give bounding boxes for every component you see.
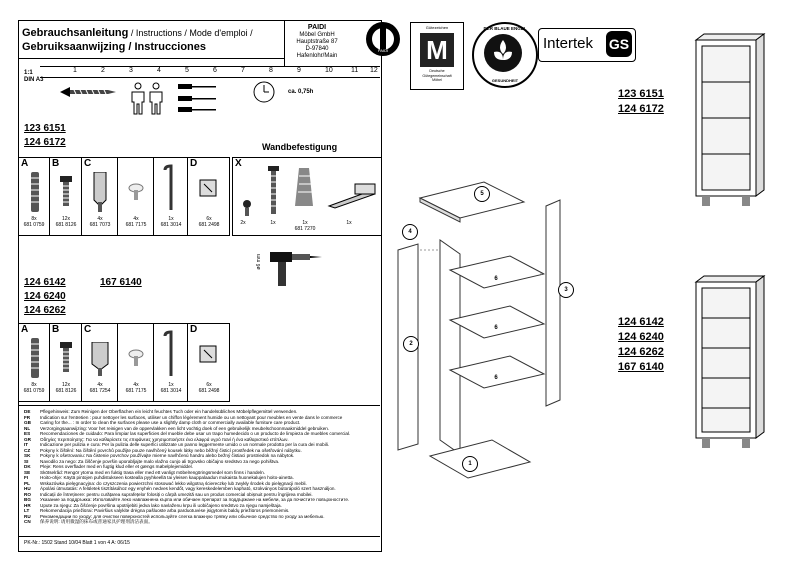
language-code: PL <box>24 480 30 486</box>
care-instruction-row <box>24 519 380 525</box>
bottom-panel <box>430 440 530 478</box>
fitting-cell: 4x 681 7175 <box>117 158 154 235</box>
right-side-panel <box>546 200 560 406</box>
fitting-cell: C 4x 681 7073 <box>81 158 118 235</box>
language-text: Navodilo za nego: Za čiščenje površin uporabljajte malo vlažno cunjo ali trgovsko običajno sredstvo za nego pohištva. <box>40 458 280 464</box>
fitting-cell: 4x 681 7175 <box>117 324 154 401</box>
language-code: GB <box>24 420 31 425</box>
language-code: ES <box>24 431 31 436</box>
article-number: 123 6151 <box>24 123 66 134</box>
article-number: 167 6140 <box>618 361 664 373</box>
article-number: 167 6140 <box>100 277 142 288</box>
tall-shelf-illustration-small <box>692 32 772 208</box>
part-number-badge: 6 <box>494 325 498 331</box>
language-text: Pokyny k čištění: Na čištění povrchů použijte pouze navlhčený kousek látky nebo běžný čisticí prostředek na ošetřování nábytku. <box>40 447 302 453</box>
language-text: Rekomendacija priežiūrai: Paviršius valykite drėgna pašluoste arba parduotuvėse įsigytomis baldų priežiūros priemonėmis. <box>40 508 290 513</box>
language-code: HR <box>24 502 31 508</box>
language-text: Οδηγίες περιποίησης: Για να καθαρίσετε τις επιφάνειες χρησιμοποιήστε ένα ελαφρά υγρό πανί ή ένα καθαριστικό επίπλων. <box>40 436 289 442</box>
language-code: RO <box>24 491 31 497</box>
fitting-cell: 1x 681 3014 <box>153 158 188 235</box>
part-number-badge: 4 <box>402 224 418 240</box>
fitting-cell: D 6x 681 2498 <box>187 324 230 401</box>
language-code: DK <box>24 464 31 469</box>
screw-icon <box>59 342 73 374</box>
tall-shelf-illustration-large <box>692 272 772 452</box>
screwdrivers-icon <box>178 84 216 112</box>
allen-key-icon <box>162 330 182 378</box>
document-footer: PK-Nr.: 1502 Stand 10/04 Blatt 1 von 4 A: 06/15 <box>24 540 130 546</box>
long-screw-icon <box>268 166 279 214</box>
guetezeichen-m-certificate: Gütezeichen M Deutsche Gütegemeinschaft Möbel <box>410 22 464 90</box>
connector-icon <box>198 342 220 368</box>
company-address: PAIDI Möbel GmbH Hauptstraße 87 D-97840 Hafenlohr/Main <box>296 24 338 59</box>
language-code: HU <box>24 486 31 491</box>
fitting-cell: 1x 681 3014 <box>153 324 188 401</box>
scale-label: 1:1 DIN A3 <box>24 70 44 83</box>
article-number: 124 6172 <box>24 137 66 148</box>
language-code: BG <box>24 497 31 502</box>
glide-icon <box>128 348 144 368</box>
language-text: Hoito-ohje: Käytä pintojen puhdistukseen kostealla pyyhkeellä tai yleisen kauppalaadun mukaista huonekalujen hoito-ainetta. <box>40 475 294 480</box>
language-code: IT <box>24 442 29 447</box>
allen-key-icon <box>162 164 182 212</box>
connector-icon <box>198 176 220 202</box>
fittings-table-1 <box>18 157 230 236</box>
fittings-table-2 <box>18 323 230 402</box>
angle-bracket-icon <box>329 184 375 208</box>
screw-icon <box>60 87 116 97</box>
article-number: 124 6142 <box>24 277 66 288</box>
fitting-cell: B 12x 681 8126 <box>49 158 82 235</box>
article-number: 123 6151 <box>618 88 664 100</box>
wall-mounting-box: X 2x 1x 1x 681 7270 1x <box>232 157 382 236</box>
fitting-cell: B 12x 681 8126 <box>49 324 82 401</box>
language-text: Wskazówka pielęgnacyjna: do czyszczenia powierzchni stosować lekko wilgotną ściereczkę lub zwykły środek do pielęgnacji mebli. <box>40 480 307 486</box>
language-code: CZ <box>24 447 31 453</box>
language-code: DE <box>24 409 31 414</box>
language-text: Ápolási útmutatás: A felületek tisztításához egy enyhén nedves kendőt, vagy kereskedelemben kapható, szokványos bútorápoló szert használjon. <box>40 486 336 491</box>
part-number-badge: 2 <box>403 336 419 352</box>
article-number: 124 6142 <box>618 316 664 328</box>
language-code: SE <box>24 469 31 475</box>
language-text: Skötselråd: Rengör ytorna med en fuktig trasa eller med ett vanligt möbelrengöringsmedel som finns i handeln. <box>40 469 265 475</box>
language-text: Pokyny k ošetrovaniu: Na čistenie povrchov používajte mierne navlhčenú handru alebo bežný čistiaci prostriedok na nábytok. <box>40 453 295 458</box>
language-code: LT <box>24 508 30 513</box>
section-divider <box>18 536 380 537</box>
dowel-icon <box>28 338 42 378</box>
wall-fittings-illustration <box>237 164 377 218</box>
blue-angel-seal: DER BLAUE ENGEL GESUNDHEIT <box>472 22 538 88</box>
drill-icon <box>264 246 324 296</box>
language-code: RU <box>24 513 31 519</box>
clock-icon <box>254 82 274 102</box>
fitting-cell: C 4x 681 7254 <box>81 324 118 401</box>
article-number: 124 6240 <box>24 291 66 302</box>
paidi-logo: PAIDI <box>366 22 400 56</box>
top-panel <box>420 182 524 218</box>
page-subtitle: Gebruiksaanwijzing / Instrucciones <box>22 41 206 53</box>
language-code: FI <box>24 475 29 480</box>
language-text: Pleje: Rens overflader med en fugtig klud eller et gængs møbelplejemiddel. <box>40 464 193 469</box>
header-divider <box>284 20 285 66</box>
glide-icon <box>128 182 144 202</box>
language-text: Pflegehinweis: Zum Reinigen der Oberflächen ein leicht feuchtes Tuch oder ein handelsübliches Möbelpflegemittel verwenden. <box>40 409 298 414</box>
part-number-badge: 3 <box>558 282 574 298</box>
language-text: Указание за поддръжка: Използвайте леко навлажнена кърпа или обичаен препарат за поддържане на мебели, за да почистите повърхностите. <box>40 497 350 502</box>
language-code: SK <box>24 453 31 458</box>
page-title: Gebrauchsanleitung / Instructions / Mode d'emploi / <box>22 27 253 39</box>
language-code: FR <box>24 414 31 420</box>
fitting-cell: A 8x 681 0759 <box>21 324 45 394</box>
foot-icon <box>90 342 110 376</box>
intertek-gs-logo: Intertek GS <box>538 28 636 62</box>
wall-plug-icon <box>295 168 313 206</box>
fitting-cell: D 6x 681 2498 <box>187 158 230 235</box>
foot-icon <box>92 172 108 212</box>
assembly-time: ca. 0,75h <box>288 89 314 95</box>
two-persons-icon <box>132 83 162 114</box>
language-code: SI <box>24 458 29 464</box>
part-number-badge: 5 <box>474 186 490 202</box>
language-code: NL <box>24 425 31 431</box>
language-text: Caring for the... : In order to clean the surfaces please use a slightly damp cloth or commercially available furniture care product. <box>40 420 301 425</box>
part-number-badge: 6 <box>494 276 498 282</box>
small-screw-icon <box>243 200 251 216</box>
language-text: Upute za njegu: Za čišćenje površina upotrijebiti jedva lako navlaženu krpu ili uobičajeno sredstvo za njegu namještaja. <box>40 502 282 508</box>
language-code: CN <box>24 519 31 524</box>
language-text: 保养说明: 请用微湿的抹布或普通家具护理剂清洁表面。 <box>40 519 153 524</box>
language-text: Indication sur l'entretien : pour nettoyer les surfaces, utiliser un chiffon légèrement humide ou un nettoyant pour meubles en vente dans le commerce <box>40 414 343 420</box>
fitting-cell: A 8x 681 0759 <box>21 158 45 228</box>
header-divider-h <box>18 58 284 59</box>
article-number: 124 6262 <box>618 346 664 358</box>
language-text: Recomendaciones de cuidado: Para limpiar las superficies del mueble debe usar un trapo humedecido o un producto de limpieza de muebles comercial. <box>40 431 351 436</box>
language-text: Verzorgingsaanwijzing: Voor het reinigen van de oppervlakken een licht vochtig doek of een gebruikelijk meubelschoonmaakmiddel gebruiken. <box>40 425 330 431</box>
part-number-badge: 6 <box>494 375 498 381</box>
article-number: 124 6172 <box>618 103 664 115</box>
drill-dimension: ø6 mm <box>256 254 262 270</box>
part-number-badge: 1 <box>462 456 478 472</box>
article-number: 124 6262 <box>24 305 66 316</box>
language-text: Рекомендации по уходу: для очистки поверхностей используйте слегка влажную тряпку или обычное средство по уходу за мебелью. <box>40 513 325 519</box>
scale-ruler: 1 2 3 4 5 6 7 8 9 10 11 12 <box>40 66 380 78</box>
language-text: Indicații de întreținere: pentru curățarea suprafețelor folosiți o cârpă umezită sau un produs comercial obișnuit pentru îngrijirea mobilei. <box>40 491 313 497</box>
language-text: Indicazione per pulizia e cura: Per la pulizia delle superfici utilizzate un panno leggermente umido o un normale prodotto per la cura dei mobili. <box>40 442 330 447</box>
wall-mounting-title: Wandbefestigung <box>262 142 338 152</box>
tools-illustration <box>56 80 276 116</box>
article-number: 124 6240 <box>618 331 664 343</box>
dowel-icon <box>28 172 42 212</box>
care-instructions <box>24 409 380 525</box>
screw-icon <box>59 176 73 208</box>
language-code: GR <box>24 436 31 442</box>
section-divider <box>18 405 380 406</box>
